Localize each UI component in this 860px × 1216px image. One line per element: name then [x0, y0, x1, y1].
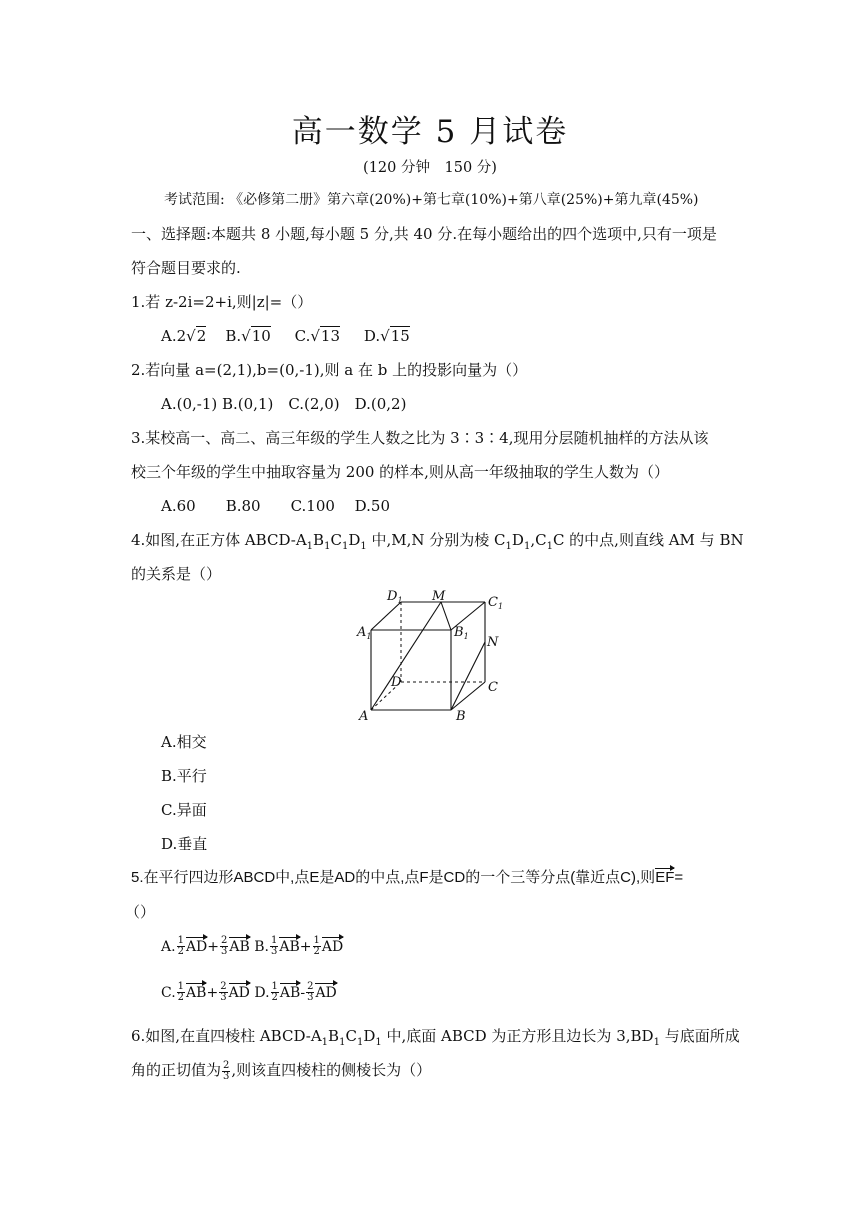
q1-option-c: C.√13: [294, 327, 341, 345]
vector-ef: EF: [655, 869, 675, 886]
segment-am: [371, 602, 441, 710]
label-n: N: [487, 635, 499, 650]
page-title: 高一数学 5 月试卷: [291, 114, 569, 150]
q5-options-row1: [161, 936, 343, 957]
q4-stem-line1: 4.如图,在正方体 ABCD-$A_1B_1C_1D_1$ 中,M,N 分别为棱 $C_1D_1,C_1C$ 的中点,则直线 AM 与 BN: [131, 531, 744, 552]
q1-options: [161, 326, 410, 346]
segment-bn: [451, 642, 485, 710]
sqrt-sign-icon: √: [186, 327, 196, 345]
section1-instructions-line1: 一、选择题:本题共 8 小题,每小题 5 分,共 40 分.在每小题给出的四个选项中,只有一项是: [131, 225, 717, 243]
cube-figure: [355, 588, 505, 728]
q3-stem-line2: 校三个年级的学生中抽取容量为 200 的样本,则从高一年级抽取的学生人数为（）: [131, 463, 669, 481]
edge-bc: [451, 682, 485, 710]
q1-option-d: D.√15: [363, 327, 410, 345]
label-b: B: [456, 709, 466, 724]
q5-option-c: C. $\frac{1}{2}$ AB+ $\frac{2}{3}$ AD: [161, 981, 250, 1003]
label-m: M: [432, 589, 446, 604]
q1-stem: 1.若 z-2i=2+i,则|z|=（）: [131, 293, 313, 311]
q3-options: A.60 B.80 C.100 D.50: [161, 497, 391, 515]
label-c1: $C_1$: [488, 595, 504, 611]
q5-options-row2: [161, 982, 337, 1003]
label-b1: $B_1$: [454, 625, 469, 641]
q1-option-b: B.√10: [225, 327, 271, 345]
q6-stem-line2: 角的正切值为 $\frac{2}{3}$ ,则该直四棱柱的侧棱长为（）: [131, 1059, 432, 1082]
label-a1: $A_1$: [357, 625, 372, 641]
q4-option-a: A.相交: [161, 733, 207, 751]
q5-option-b: B. $\frac{1}{3}$ AB+ $\frac{1}{2}$ AD: [254, 935, 344, 957]
q2-options: A.(0,-1) B.(0,1) C.(2,0) D.(0,2): [161, 395, 407, 413]
sqrt-sign-icon: √: [310, 327, 320, 345]
label-d: D: [391, 675, 402, 690]
q6-stem-line1: 6.如图,在直四棱柱 ABCD-$A_1B_1C_1D_1$ 中,底面 ABCD 为正方形且边长为 $3,BD_1$ 与底面所成: [131, 1027, 740, 1048]
q4-stem-line2: 的关系是（）: [131, 565, 222, 583]
sqrt-sign-icon: √: [241, 327, 251, 345]
q5-option-d: D. $\frac{1}{2}$ AB- $\frac{2}{3}$ AD: [254, 981, 337, 1003]
q4-option-d: D.垂直: [161, 835, 208, 853]
q2-stem: 2.若向量 a=(2,1),b=(0,-1),则 a 在 b 上的投影向量为（）: [131, 361, 528, 379]
edge-a1d1: [371, 602, 401, 630]
segment-mb1: [441, 602, 451, 630]
section1-instructions-line2: 符合题目要求的.: [131, 259, 241, 277]
q5-option-a: A. $\frac{1}{2}$ AD+ $\frac{2}{3}$ AB: [161, 935, 250, 957]
q4-option-c: C.异面: [161, 801, 207, 819]
q3-stem-line1: 3.某校高一、高二、高三年级的学生人数之比为 3∶3∶4,现用分层随机抽样的方法从该: [131, 429, 709, 447]
q5-stem-line1: 5.在平行四边形ABCD中,点E是AD的中点,点F是CD的一个三等分点(靠近点C),则EF=: [131, 869, 684, 886]
exam-duration-score: (120 分钟 150 分): [363, 160, 497, 176]
label-a: A: [359, 709, 369, 724]
sqrt-sign-icon: √: [380, 327, 390, 345]
label-c: C: [488, 680, 498, 695]
label-d1: $D_1$: [387, 589, 403, 605]
q5-stem-line2: （）: [125, 903, 156, 921]
q1-option-a: A.2√2: [161, 327, 207, 345]
q4-option-b: B.平行: [161, 767, 207, 785]
exam-scope: 考试范围: 《必修第二册》第六章(20%)+第七章(10%)+第八章(25%)+第九章(45%): [164, 192, 699, 208]
